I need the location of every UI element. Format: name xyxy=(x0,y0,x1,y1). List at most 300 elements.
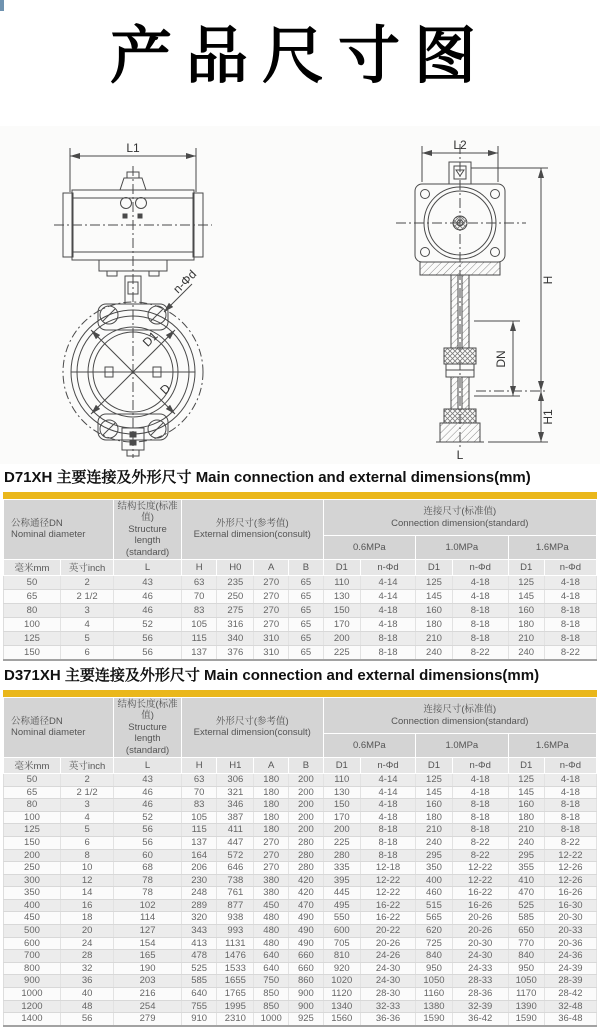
table-cell: 200 xyxy=(289,786,323,799)
table-cell: 125 xyxy=(416,773,453,786)
table-cell: 620 xyxy=(416,925,453,938)
table-cell: 1160 xyxy=(416,988,453,1001)
table-cell: 125 xyxy=(508,575,544,589)
table-cell: 110 xyxy=(323,575,360,589)
column-header-cell: D1 xyxy=(416,559,453,575)
table-cell: 270 xyxy=(254,575,289,589)
table-cell: 750 xyxy=(254,975,289,988)
table-cell: 12-22 xyxy=(544,849,596,862)
table-cell: 1020 xyxy=(323,975,360,988)
table-cell: 950 xyxy=(416,962,453,975)
table-cell: 160 xyxy=(416,799,453,812)
table-cell: 950 xyxy=(508,962,544,975)
table-cell: 1200 xyxy=(4,1000,61,1013)
table-cell: 525 xyxy=(181,962,217,975)
table-cell: 447 xyxy=(217,836,254,849)
table-cell: 478 xyxy=(181,950,217,963)
table-cell: 24-26 xyxy=(360,950,415,963)
table-cell: 240 xyxy=(508,836,544,849)
table-row xyxy=(4,950,597,963)
table-cell: 160 xyxy=(508,799,544,812)
table-cell: 4-18 xyxy=(360,799,415,812)
table-cell: 46 xyxy=(114,799,182,812)
table-cell: 36-42 xyxy=(452,1013,508,1026)
column-header-cell: n-Φd xyxy=(360,559,415,575)
table-cell: 145 xyxy=(508,786,544,799)
table-cell: 275 xyxy=(217,603,254,617)
table-cell: 572 xyxy=(217,849,254,862)
table-cell: 52 xyxy=(114,811,182,824)
column-header-cell: A xyxy=(254,757,289,773)
table-cell: 32-33 xyxy=(360,1000,415,1013)
table-cell: 925 xyxy=(289,1013,323,1026)
table-cell: 170 xyxy=(323,617,360,631)
table-cell: 490 xyxy=(289,937,323,950)
table-row xyxy=(4,824,597,837)
table-cell: 4-18 xyxy=(360,603,415,617)
table-cell: 20-22 xyxy=(360,925,415,938)
table-cell: 8-18 xyxy=(452,631,508,645)
table-cell: 32-39 xyxy=(452,1000,508,1013)
table-cell: 78 xyxy=(114,874,182,887)
table-cell: 495 xyxy=(323,899,360,912)
table-cell: 755 xyxy=(181,1000,217,1013)
table-cell: 12 xyxy=(60,874,113,887)
table-cell: 725 xyxy=(416,937,453,950)
table-cell: 320 xyxy=(181,912,217,925)
table-cell: 1380 xyxy=(416,1000,453,1013)
table-cell: 410 xyxy=(508,874,544,887)
table-cell: 240 xyxy=(508,645,544,660)
table-row xyxy=(4,799,597,812)
table-cell: 470 xyxy=(508,887,544,900)
table-cell: 585 xyxy=(181,975,217,988)
table-cell: 413 xyxy=(181,937,217,950)
table-cell: 145 xyxy=(416,589,453,603)
table-cell: 46 xyxy=(114,786,182,799)
table-cell: 160 xyxy=(416,603,453,617)
table-cell: 640 xyxy=(254,962,289,975)
table-cell: 650 xyxy=(508,925,544,938)
table-cell: 115 xyxy=(181,631,217,645)
column-header-cell: D1 xyxy=(508,757,544,773)
table-cell: 46 xyxy=(114,603,182,617)
table-cell: 8-18 xyxy=(544,631,596,645)
column-header-cell: 英寸inch xyxy=(60,559,113,575)
table-cell: 938 xyxy=(217,912,254,925)
table-cell: 12-22 xyxy=(360,874,415,887)
column-header-cell: n-Φd xyxy=(452,559,508,575)
dim-label-d1: D1 xyxy=(139,328,161,350)
table-cell: 164 xyxy=(181,849,217,862)
table-cell: 8 xyxy=(60,849,113,862)
table-cell: 321 xyxy=(217,786,254,799)
column-header-cell: H xyxy=(181,559,217,575)
table-cell: 270 xyxy=(254,836,289,849)
technical-drawings xyxy=(0,126,600,464)
column-header-cell: L xyxy=(114,559,182,575)
table-cell: 280 xyxy=(289,836,323,849)
table-cell: 16-26 xyxy=(452,899,508,912)
table-cell: 125 xyxy=(416,575,453,589)
table-cell: 640 xyxy=(254,950,289,963)
table-cell: 800 xyxy=(4,962,61,975)
table-cell: 810 xyxy=(323,950,360,963)
d71xh-table-body xyxy=(4,575,597,660)
table-row xyxy=(4,849,597,862)
table-cell: 150 xyxy=(4,836,61,849)
table-cell: 850 xyxy=(254,988,289,1001)
table-cell: 2 1/2 xyxy=(60,589,113,603)
column-header-cell: D1 xyxy=(416,757,453,773)
table-cell: 310 xyxy=(254,645,289,660)
table-cell: 1340 xyxy=(323,1000,360,1013)
table-cell: 70 xyxy=(181,786,217,799)
table-cell: 80 xyxy=(4,799,61,812)
table-cell: 600 xyxy=(4,937,61,950)
column-header-cell: H0 xyxy=(217,559,254,575)
table-cell: 50 xyxy=(4,575,61,589)
table-cell: 137 xyxy=(181,836,217,849)
table-cell: 8-22 xyxy=(544,645,596,660)
table-cell: 8-18 xyxy=(544,811,596,824)
table-cell: 2 1/2 xyxy=(60,786,113,799)
table-cell: 46 xyxy=(114,589,182,603)
column-header-cell: n-Φd xyxy=(360,757,415,773)
table-cell: 28-39 xyxy=(544,975,596,988)
table-cell: 8-22 xyxy=(452,836,508,849)
table-cell: 343 xyxy=(181,925,217,938)
table-cell: 8-22 xyxy=(544,836,596,849)
table-cell: 14 xyxy=(60,887,113,900)
table-cell: 200 xyxy=(289,799,323,812)
table-cell: 102 xyxy=(114,899,182,912)
table-cell: 279 xyxy=(114,1013,182,1026)
table-cell: 770 xyxy=(508,937,544,950)
table-cell: 1533 xyxy=(217,962,254,975)
table-cell: 376 xyxy=(217,645,254,660)
table-cell: 65 xyxy=(289,617,323,631)
table-cell: 355 xyxy=(508,862,544,875)
table-cell: 761 xyxy=(217,887,254,900)
table-cell: 63 xyxy=(181,575,217,589)
dim-label-d: D xyxy=(157,381,174,398)
table-cell: 230 xyxy=(181,874,217,887)
table-row xyxy=(4,988,597,1001)
table-cell: 420 xyxy=(289,887,323,900)
table-cell: 180 xyxy=(254,786,289,799)
table-cell: 125 xyxy=(4,631,61,645)
table-cell: 36-36 xyxy=(360,1013,415,1026)
table-cell: 8-18 xyxy=(452,799,508,812)
table-cell: 840 xyxy=(508,950,544,963)
table-cell: 600 xyxy=(323,925,360,938)
table-cell: 280 xyxy=(323,849,360,862)
table-row xyxy=(4,887,597,900)
table-cell: 28-30 xyxy=(360,988,415,1001)
table-cell: 380 xyxy=(254,874,289,887)
table-cell: 83 xyxy=(181,603,217,617)
dim-label-h: H xyxy=(541,275,555,285)
table-cell: 16-22 xyxy=(360,899,415,912)
table-cell: 36 xyxy=(60,975,113,988)
table-cell: 346 xyxy=(217,799,254,812)
table-cell: 4-18 xyxy=(452,575,508,589)
table-cell: 16 xyxy=(60,899,113,912)
table-cell: 8-18 xyxy=(360,824,415,837)
table-cell: 289 xyxy=(181,899,217,912)
table-cell: 920 xyxy=(323,962,360,975)
table-cell: 100 xyxy=(4,811,61,824)
table-cell: 8-18 xyxy=(452,603,508,617)
table-cell: 2 xyxy=(60,773,113,786)
table-cell: 20 xyxy=(60,925,113,938)
table-cell: 65 xyxy=(4,786,61,799)
table-cell: 137 xyxy=(181,645,217,660)
table-cell: 200 xyxy=(4,849,61,862)
table-cell: 16-26 xyxy=(544,887,596,900)
table-cell: 4 xyxy=(60,617,113,631)
table-cell: 24-33 xyxy=(452,962,508,975)
column-header-cell: 英寸inch xyxy=(60,757,113,773)
table-cell: 1000 xyxy=(4,988,61,1001)
table-row xyxy=(4,617,597,631)
table-cell: 8-22 xyxy=(452,849,508,862)
d71xh-section xyxy=(0,466,600,661)
table-cell: 115 xyxy=(181,824,217,837)
table-cell: 400 xyxy=(4,899,61,912)
table-cell: 270 xyxy=(254,617,289,631)
table-cell: 43 xyxy=(114,773,182,786)
table-cell: 180 xyxy=(254,824,289,837)
table-row xyxy=(4,589,597,603)
table-cell: 40 xyxy=(60,988,113,1001)
table-cell: 1000 xyxy=(254,1013,289,1026)
header-pressure-10: 1.0MPa xyxy=(416,734,509,758)
table-cell: 445 xyxy=(323,887,360,900)
table-cell: 1120 xyxy=(323,988,360,1001)
table-cell: 4-18 xyxy=(544,575,596,589)
table-cell: 20-30 xyxy=(544,912,596,925)
table-cell: 6 xyxy=(60,836,113,849)
table-row xyxy=(4,962,597,975)
table-cell: 1655 xyxy=(217,975,254,988)
table-cell: 18 xyxy=(60,912,113,925)
table-cell: 8-18 xyxy=(452,824,508,837)
table-cell: 4 xyxy=(60,811,113,824)
table-cell: 3 xyxy=(60,799,113,812)
table-cell: 1995 xyxy=(217,1000,254,1013)
table-cell: 5 xyxy=(60,631,113,645)
table-row xyxy=(4,937,597,950)
table-cell: 1590 xyxy=(416,1013,453,1026)
table-cell: 65 xyxy=(289,631,323,645)
table-cell: 840 xyxy=(416,950,453,963)
table-cell: 8-18 xyxy=(360,631,415,645)
table-cell: 306 xyxy=(217,773,254,786)
column-headers-row xyxy=(4,757,597,773)
table-cell: 480 xyxy=(254,937,289,950)
table-cell: 20-30 xyxy=(452,937,508,950)
header-pressure-06: 0.6MPa xyxy=(323,734,415,758)
table-cell: 8-18 xyxy=(452,811,508,824)
table-cell: 56 xyxy=(60,1013,113,1026)
table-cell: 900 xyxy=(289,988,323,1001)
table-cell: 216 xyxy=(114,988,182,1001)
table-cell: 16-22 xyxy=(360,912,415,925)
table-cell: 32 xyxy=(60,962,113,975)
table-cell: 240 xyxy=(416,645,453,660)
table-cell: 420 xyxy=(289,874,323,887)
header-pressure-10: 1.0MPa xyxy=(416,536,509,560)
table-cell: 180 xyxy=(254,773,289,786)
table-cell: 16-30 xyxy=(544,899,596,912)
table-cell: 165 xyxy=(114,950,182,963)
table-cell: 24-39 xyxy=(544,962,596,975)
table-cell: 900 xyxy=(289,1000,323,1013)
header-external-dimension: 外形尺寸(参考值) External dimension(consult) xyxy=(181,698,323,758)
table-cell: 225 xyxy=(323,836,360,849)
table-cell: 585 xyxy=(508,912,544,925)
table-cell: 8-18 xyxy=(360,836,415,849)
table-cell: 1050 xyxy=(508,975,544,988)
table-cell: 225 xyxy=(323,645,360,660)
header-external-dimension: 外形尺寸(参考值) External dimension(consult) xyxy=(181,500,323,560)
table-cell: 200 xyxy=(289,773,323,786)
table-cell: 1560 xyxy=(323,1013,360,1026)
table-cell: 63 xyxy=(181,773,217,786)
column-header-cell: n-Φd xyxy=(452,757,508,773)
table-cell: 850 xyxy=(254,1000,289,1013)
table-cell: 150 xyxy=(4,645,61,660)
table-cell: 550 xyxy=(323,912,360,925)
table-row xyxy=(4,899,597,912)
table-cell: 1131 xyxy=(217,937,254,950)
table-cell: 105 xyxy=(181,811,217,824)
table-row xyxy=(4,874,597,887)
header-pressure-16: 1.6MPa xyxy=(508,734,596,758)
table-cell: 70 xyxy=(181,589,217,603)
header-pressure-06: 0.6MPa xyxy=(323,536,415,560)
table-cell: 860 xyxy=(289,975,323,988)
table-cell: 24 xyxy=(60,937,113,950)
table-cell: 565 xyxy=(416,912,453,925)
table-cell: 145 xyxy=(416,786,453,799)
table-row xyxy=(4,645,597,660)
table-cell: 295 xyxy=(508,849,544,862)
front-view-linework xyxy=(54,148,212,458)
table-cell: 1765 xyxy=(217,988,254,1001)
table-cell: 16-22 xyxy=(452,887,508,900)
table-cell: 180 xyxy=(254,811,289,824)
table-cell: 110 xyxy=(323,773,360,786)
table-cell: 56 xyxy=(114,631,182,645)
table-cell: 270 xyxy=(254,862,289,875)
table-cell: 395 xyxy=(323,874,360,887)
table-cell: 270 xyxy=(254,603,289,617)
table-cell: 500 xyxy=(4,925,61,938)
table-cell: 5 xyxy=(60,824,113,837)
table-cell: 1170 xyxy=(508,988,544,1001)
table-row xyxy=(4,975,597,988)
table-cell: 350 xyxy=(416,862,453,875)
column-header-cell: D1 xyxy=(323,559,360,575)
mounting-flange xyxy=(420,262,500,275)
table-cell: 50 xyxy=(4,773,61,786)
table-cell: 660 xyxy=(289,950,323,963)
table-cell: 993 xyxy=(217,925,254,938)
accent-bar xyxy=(3,492,597,499)
table-cell: 32-48 xyxy=(544,1000,596,1013)
table-cell: 65 xyxy=(289,589,323,603)
table-cell: 1476 xyxy=(217,950,254,963)
table-row xyxy=(4,925,597,938)
dim-label-l: L xyxy=(456,448,464,462)
table-cell: 200 xyxy=(289,824,323,837)
header-structure-length: 结构长度(标准值) Structure length (standard) xyxy=(114,500,182,560)
table-cell: 125 xyxy=(508,773,544,786)
table-cell: 65 xyxy=(289,645,323,660)
table-cell: 203 xyxy=(114,975,182,988)
table-cell: 180 xyxy=(416,617,453,631)
table-cell: 248 xyxy=(181,887,217,900)
table-cell: 100 xyxy=(4,617,61,631)
table-cell: 640 xyxy=(181,988,217,1001)
table-cell: 125 xyxy=(4,824,61,837)
column-header-cell: B xyxy=(289,757,323,773)
table-cell: 4-18 xyxy=(544,589,596,603)
table-row xyxy=(4,786,597,799)
table-row xyxy=(4,631,597,645)
header-connection-dimension: 连接尺寸(标准值) Connection dimension(standard) xyxy=(323,698,596,734)
front-view-drawing xyxy=(6,126,306,464)
table-row xyxy=(4,836,597,849)
table-cell: 8-22 xyxy=(452,645,508,660)
table-cell: 4-18 xyxy=(452,589,508,603)
table-cell: 12-18 xyxy=(360,862,415,875)
column-header-cell: n-Φd xyxy=(544,757,596,773)
table-cell: 4-14 xyxy=(360,773,415,786)
d371xh-section xyxy=(0,664,600,1027)
d371xh-table-body xyxy=(4,773,597,1025)
valve-body-section xyxy=(440,423,480,442)
table-cell: 60 xyxy=(114,849,182,862)
table-cell: 114 xyxy=(114,912,182,925)
table-cell: 280 xyxy=(289,862,323,875)
table-cell: 180 xyxy=(254,799,289,812)
table-cell: 12-22 xyxy=(452,874,508,887)
table-cell: 210 xyxy=(508,824,544,837)
table-cell: 65 xyxy=(289,575,323,589)
table-cell: 78 xyxy=(114,887,182,900)
table-cell: 56 xyxy=(114,836,182,849)
table-cell: 180 xyxy=(508,617,544,631)
column-header-cell: D1 xyxy=(323,757,360,773)
table-cell: 210 xyxy=(508,631,544,645)
page-title: 产品尺寸图 xyxy=(109,22,490,91)
packing-gland xyxy=(444,348,476,364)
table-cell: 28-42 xyxy=(544,988,596,1001)
table-cell: 250 xyxy=(217,589,254,603)
scan-artifact xyxy=(0,0,4,11)
table-cell: 4-18 xyxy=(360,811,415,824)
table-cell: 80 xyxy=(4,603,61,617)
column-headers-row xyxy=(4,559,597,575)
table-cell: 28 xyxy=(60,950,113,963)
accent-bar xyxy=(3,690,597,697)
table-cell: 150 xyxy=(323,603,360,617)
table-cell: 4-18 xyxy=(544,773,596,786)
